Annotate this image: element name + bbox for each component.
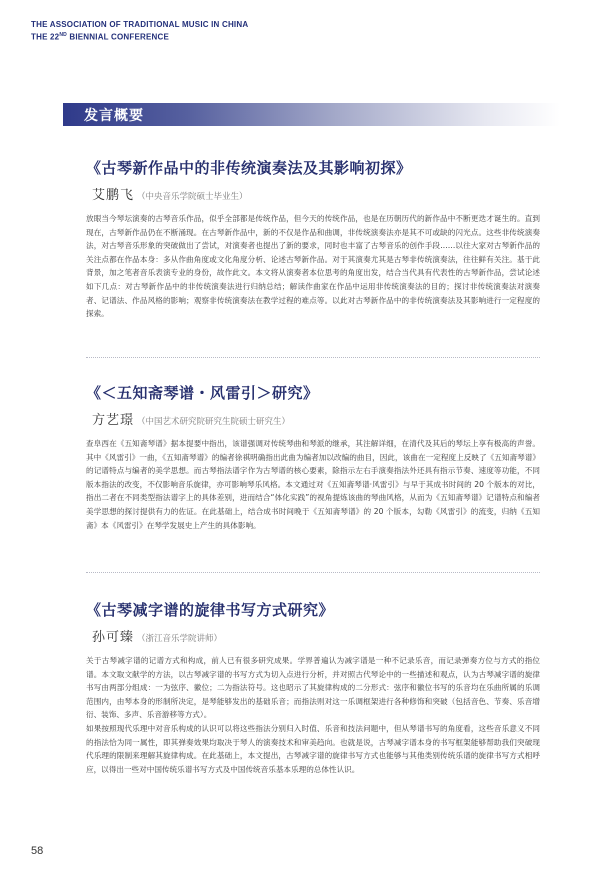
paragraph: 放眼当今琴坛演奏的古琴音乐作品，似乎全部都是传统作品，但今天的传统作品，也是在历朝历代的新作品中不断更迭才诞生的。直到现在，古琴新作品仍在不断涌现。在古琴新作品中，新的不仅是作品和曲调，非传统演奏法亦是其不可或缺的闪光点。这些非传统演奏法，对古琴音乐形象的突破做出了尝试，对演奏者也提出了新的要求，同时也丰富了古琴音乐的创作手段……以往大家对古琴新作品的关注点都在作品本身：多从作曲角度或文化角度分析、论述古琴新作品。对于其演奏尤其是古琴非传统演奏法，往往鲜有关注。基于此背景，加之笔者音乐表演专业的身份，故作此文。本文将从演奏者本位思考的角度出发，结合当代具有代表性的古琴新作品，尝试论述如下几点：对古琴新作品中的非传统演奏法进行归纳总结；解读作曲家在作品中运用非传统演奏法的目的；探讨非传统演奏法对演奏者、记谱法、作品风格的影响；观察非传统演奏法在教学过程的难点等。以此对古琴新作品中的非传统演奏法及其影响进行一定程度的探索。	[86, 214, 540, 319]
article-author-line	[92, 626, 540, 645]
article-1	[86, 157, 540, 321]
article-body	[86, 654, 540, 776]
article-body	[86, 212, 540, 321]
author-name: 艾鹏飞	[92, 188, 135, 203]
conference-header	[31, 20, 248, 43]
article-3	[86, 599, 540, 776]
divider	[86, 572, 540, 573]
article-author-line	[92, 409, 540, 428]
article-title: 《古琴减字谱的旋律书写方式研究》	[86, 601, 335, 619]
section-title: 发言概要	[84, 108, 144, 124]
author-affiliation: （中国艺术研究院研究生院硕士研究生）	[137, 417, 291, 427]
page-number: 58	[31, 845, 44, 857]
author-affiliation: （中央音乐学院硕士毕业生）	[137, 192, 248, 202]
article-2	[86, 382, 540, 532]
article-body	[86, 437, 540, 532]
author-affiliation: （浙江音乐学院讲师）	[137, 634, 223, 644]
article-title: 《＜五知斋琴谱・风雷引＞研究》	[86, 384, 319, 402]
paragraph: 如果按照现代乐理中对音乐构成的认识可以将这些指法分别归入时值、乐音和技法问题中，但从琴谱书写的角度看，这些音乐意义不同的指法恰为同一属性，即其弹奏效果均取决于琴人的演奏技术和审美趋向。也就是说，古琴减字谱本身的书写框架能够帮助我们突破现代乐理的限制来理解其旋律构成。在此基础上，本文提出，古琴减字谱的旋律书写方式也能够与其他类别传统乐谱的旋律书写方式相呼应，以得出一些对中国传统乐谱书写方式及中国传统音乐基本乐理的总体性认识。	[86, 723, 540, 774]
paragraph: 查阜西在《五知斋琴谱》据本提要中指出，该谱强调对传统琴曲和琴派的继承，其注解详细，在清代及其后的琴坛上享有极高的声誉。其中《风雷引》一曲，《五知斋琴谱》的编者徐祺明确指出此曲为编者加以改编的曲目，因此，该曲在一定程度上反映了《五知斋琴谱》的记谱特点与编者的美学思想。而古琴指法谱字作为古琴谱的核心要素，除指示左右手演奏指法外还具有指示节奏、速度等功能，不同版本指法的改变，不仅影响音乐旋律，亦可影响琴乐风格。本文通过对《五知斋琴谱·风雷引》与早于其成书时间的 20 个版本的对比，指出二者在不同类型指法谱字上的具体差别，进而结合“体化实践”的视角提炼该曲的琴曲风格，从而为《五知斋琴谱》记谱特点和编者美学思想的探讨提供有力的佐证。在此基础上，结合成书时间晚于《五知斋琴谱》的 20 个版本，勾勒《风雷引》的流变，归纳《五知斋》本《风雷引》在琴学发展史上产生的具体影响。	[86, 439, 540, 530]
paragraph: 关于古琴减字谱的记谱方式和构成，前人已有很多研究成果。学界普遍认为减字谱是一种不记录乐音，而记录弹奏方位与方式的指位谱。本文取文献学的方法，以古琴减字谱的书写方式为切入点进行分析，并对照古代琴论中的一些描述和观点，认为古琴减字谱的旋律书写由两部分组成：一为弦序、徽位；二为指法符号。这也昭示了其旋律构成的二分形式：弦序和徽位书写的乐音均在乐曲所属的乐调范围内，由琴本身的形制所决定，是琴能够发出的基础乐音；而指法则对这一乐调框架进行各种修饰和突破（包括音色、节奏、乐音增衍、装饰、多声、乐音游移等方式）。	[86, 656, 540, 720]
article-author-line	[92, 184, 540, 203]
header-line-2: THE 22ND BIENNIAL CONFERENCE	[31, 32, 170, 42]
header-line-1: THE ASSOCIATION OF TRADITIONAL MUSIC IN CHINA	[31, 20, 249, 29]
divider	[86, 357, 540, 358]
section-banner	[63, 103, 560, 126]
author-name: 方艺璟	[92, 413, 135, 428]
author-name: 孙可臻	[92, 630, 135, 645]
article-title: 《古琴新作品中的非传统演奏法及其影响初探》	[86, 159, 412, 177]
